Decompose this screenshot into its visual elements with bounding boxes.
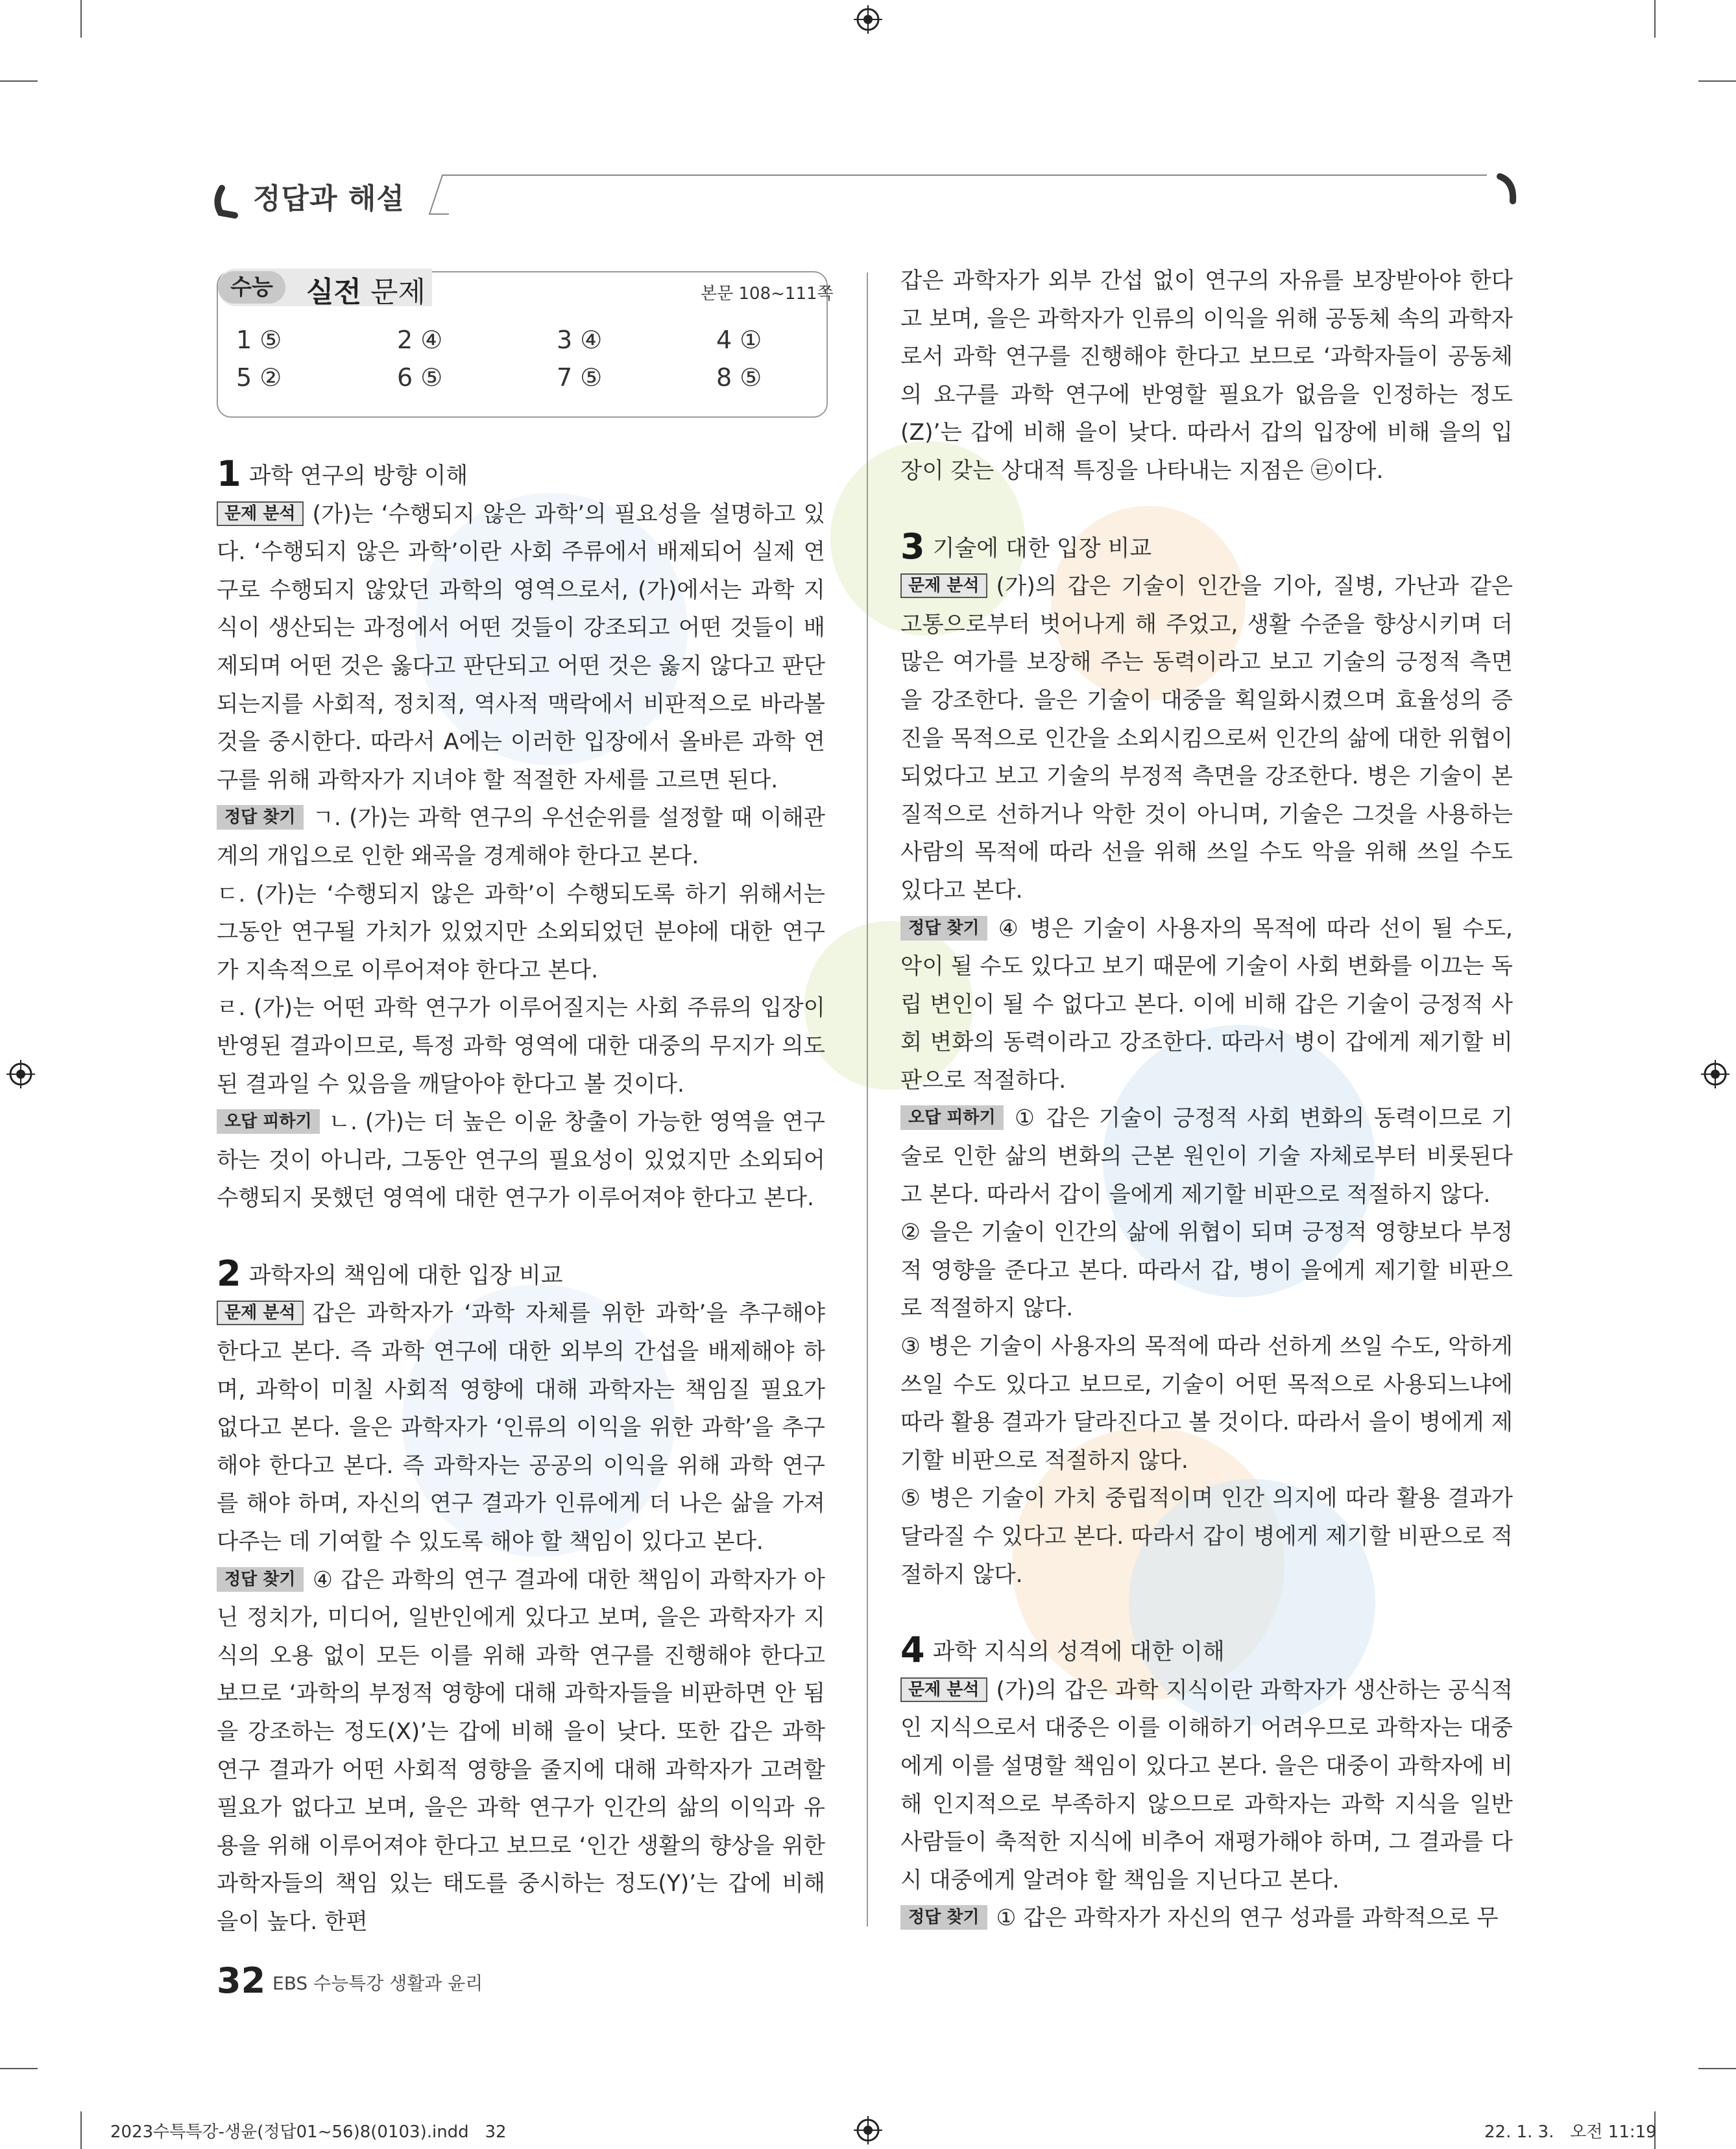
book-title: EBS 수능특강 생활과 윤리	[272, 1973, 483, 1994]
crop-mark	[1654, 0, 1656, 38]
page-number: 32	[217, 1960, 266, 2001]
registration-mark-icon	[854, 5, 882, 34]
section-spacer	[900, 490, 1513, 528]
answer-item: 4 ①	[716, 326, 762, 354]
question-heading	[900, 525, 1513, 568]
left-column	[217, 455, 825, 1941]
question-heading	[217, 455, 825, 496]
crop-mark	[0, 2068, 38, 2069]
find-answer-label: 정답 찾기	[900, 916, 987, 941]
crop-mark	[1698, 2068, 1736, 2069]
section-spacer	[900, 1594, 1513, 1631]
answer-paragraph	[217, 799, 825, 875]
analysis-text: 갑은 과학자가 ‘과학 자체를 위한 과학’을 추구해야 한다고 본다. 즉 과학 연구에 대한 외부의 간섭을 배제해야 하며, 과학이 미칠 사회적 영향에 대해 과학자는 책임질 필요가 없다고 본다. 을은 과학자가 ‘인류의 이익을 위한 과학’을 추구해야 한다고 본다. 즉 과학자는 공공의 이익을 위해 과학 연구를 해야 하며, 자신의 연구 결과가 인류에게 더 나은 삶을 가져다주는 데 기여할 수 있도록 해야 할 책임이 있다고 본다.	[217, 1301, 825, 1555]
find-answer-label: 정답 찾기	[217, 1567, 304, 1592]
answer-text: ④ 갑은 과학의 연구 결과에 대한 책임이 과학자가 아닌 정치가, 미디어, 일반인에게 있다고 보며, 을은 과학자가 지식의 오용 없이 모든 이를 위해 과학 연구를 진행해야 한다고 보므로 ‘과학의 부정적 영향에 대해 과학자들을 비판하면 안 됨을 강조하는 정도(X)’는 갑에 비해 을이 낮다. 또한 갑은 과학 연구 결과가 어떤 사회적 영향을 줄지에 대해 과학자가 고려할 필요가 없다고 보며, 을은 과학 연구가 인간의 삶의 이익과 유용을 위해 이루어져야 한다고 보므로 ‘인간 생활의 향상을 위한 과학자들의 책임 있는 태도를 중시하는 정도(Y)’는 갑에 비해 을이 높다. 한편	[217, 1567, 825, 1935]
crop-mark	[0, 80, 38, 82]
wrong-answer-paragraph	[900, 1099, 1513, 1214]
wrong-answer-text: ⑤ 병은 기술이 가치 중립적이며 인간 의지에 따라 활용 결과가 달라질 수 있다고 본다. 따라서 갑이 병에게 제기할 비판으로 적절하지 않다.	[900, 1485, 1513, 1588]
page-reference: 본문 108~111쪽	[701, 284, 834, 304]
section-badge: 수능	[218, 271, 285, 304]
analysis-text: (가)의 갑은 과학 지식이란 과학자가 생산하는 공식적인 지식으로서 대중은 이를 이해하기 어려우므로 과학자는 대중에게 이를 설명할 책임이 있다고 본다. 을은 대중이 과학자에 비해 인지적으로 부족하지 않으므로 과학자는 과학 지식을 일반 사람들이 축적한 지식에 비추어 재평가해야 하며, 그 결과를 다시 대중에게 알려야 할 책임을 지닌다고 본다.	[900, 1677, 1513, 1893]
answer-item: 7 ⑤	[557, 363, 603, 392]
registration-mark-icon	[6, 1060, 35, 1088]
answer-text: ① 갑은 과학자가 자신의 연구 성과를 과학적으로 무	[996, 1905, 1499, 1932]
analysis-label: 문제 분석	[217, 1301, 304, 1325]
answer-text: ㄱ. (가)는 과학 연구의 우선순위를 설정할 때 이해관계의 개입으로 인한 왜곡을 경계해야 한다고 본다.	[217, 805, 825, 869]
answer-paragraph	[900, 1899, 1513, 1938]
answer-paragraph	[900, 910, 1513, 1100]
answer-text: ㄷ. (가)는 ‘수행되지 않은 과학’이 수행되도록 하기 위해서는 그동안 연구될 가치가 있었지만 소외되었던 분야에 대한 연구가 지속적으로 이루어져야 한다고 본다.	[217, 881, 825, 983]
wrong-answer-text: ① 갑은 기술이 긍정적 사회 변화의 동력이므로 기술로 인한 삶의 변화의 근본 원인이 기술 자체로부터 비롯된다고 본다. 따라서 갑이 을에게 제기할 비판으로 적절하지 않다.	[900, 1105, 1513, 1208]
question-title: 기술에 대한 입장 비교	[932, 535, 1152, 562]
answer-item: 8 ⑤	[716, 363, 762, 392]
continued-text: 갑은 과학자가 외부 간섭 없이 연구의 자유를 보장받아야 한다고 보며, 을은 과학자가 인류의 이익을 위해 공동체 속의 과학자로서 과학 연구를 진행해야 한다고 보므로 ‘과학자들이 공동체의 요구를 과학 연구에 반영할 필요가 없음을 인정하는 정도(Z)’는 갑에 비해 을이 낮다. 따라서 갑의 입장에 비해 을의 입장이 갖는 상대적 특징을 나타내는 지점은 ㉣이다.	[900, 268, 1513, 484]
analysis-label: 문제 분석	[900, 1677, 987, 1702]
column-divider	[867, 272, 868, 1927]
section-title-bold: 실전	[306, 276, 362, 309]
right-column	[900, 262, 1513, 1938]
analysis-paragraph	[900, 1672, 1513, 1900]
answer-item: 1 ⑤	[236, 326, 282, 354]
page-title: 정답과 해설	[253, 182, 405, 215]
crop-mark	[80, 0, 82, 38]
wrong-answer-paragraph	[217, 1103, 825, 1218]
analysis-paragraph	[217, 496, 825, 800]
question-title: 과학 연구의 방향 이해	[248, 463, 468, 489]
answer-item: 3 ④	[557, 326, 603, 354]
avoid-wrong-label: 오답 피하기	[900, 1105, 1004, 1130]
registration-mark-icon	[854, 2116, 882, 2144]
wrong-answer-text: ③ 병은 기술이 사용자의 목적에 따라 선하게 쓰일 수도, 악하게 쓰일 수도 있다고 보므로, 기술이 어떤 목적으로 사용되느냐에 따라 활용 결과가 달라진다고 볼 것이다. 따라서 을이 병에게 제기할 비판으로 적절하지 않다.	[900, 1334, 1513, 1474]
analysis-text: (가)는 ‘수행되지 않은 과학’의 필요성을 설명하고 있다. ‘수행되지 않은 과학’이란 사회 주류에서 배제되어 실제 연구로 수행되지 않았던 과학의 영역으로서, (가)에서는 과학 지식이 생산되는 과정에서 어떤 것들이 강조되고 어떤 것들이 배제되며 어떤 것은 옳다고 판단되고 어떤 것은 옳지 않다고 판단되는지를 사회적, 정치적, 역사적 맥락에서 비판적으로 바라볼 것을 중시한다. 따라서 A에는 이러한 입장에서 올바른 과학 연구를 위해 과학자가 지녀야 할 적절한 자세를 고르면 된다.	[217, 501, 825, 793]
header-band	[209, 169, 1519, 221]
avoid-wrong-label: 오답 피하기	[217, 1109, 320, 1134]
wrong-answer-text: ② 을은 기술이 인간의 삶에 위협이 되며 긍정적 영향보다 부정적 영향을 준다고 본다. 따라서 갑, 병이 을에게 제기할 비판으로 적절하지 않다.	[900, 1219, 1513, 1322]
section-title	[306, 269, 426, 310]
section-title-rest: 문제	[361, 276, 426, 309]
file-name: 2023수특특강-생윤(정답01~56)8(0103).indd 32	[110, 2122, 507, 2142]
question-number: 2	[217, 1253, 241, 1294]
question-heading	[900, 1631, 1513, 1672]
answer-item: 5 ②	[236, 363, 282, 392]
section-spacer	[217, 1218, 825, 1255]
question-number: 4	[900, 1629, 925, 1671]
answer-text: ㄹ. (가)는 어떤 과학 연구가 이루어질지는 사회 주류의 입장이 반영된 결과이므로, 특정 과학 영역에 대한 대중의 무지가 의도된 결과일 수 있음을 깨달아야 한다고 볼 것이다.	[217, 995, 825, 1098]
find-answer-label: 정답 찾기	[900, 1905, 987, 1930]
analysis-label: 문제 분석	[217, 501, 304, 526]
answer-text: ④ 병은 기술이 사용자의 목적에 따라 선이 될 수도, 악이 될 수도 있다고 보기 때문에 기술이 사회 변화를 이끄는 독립 변인이 될 수 없다고 본다. 이에 비해 갑은 기술이 긍정적 사회 변화의 동력이라고 강조한다. 따라서 병이 갑에게 제기할 비판으로 적절하다.	[900, 915, 1513, 1094]
question-number: 1	[217, 453, 241, 494]
wrong-answer-text: ㄴ. (가)는 더 높은 이윤 창출이 가능한 영역을 연구하는 것이 아니라, 그동안 연구의 필요성이 있었지만 소외되어 수행되지 못했던 영역에 대한 연구가 이루어져야 한다고 본다.	[217, 1109, 825, 1212]
analysis-label: 문제 분석	[900, 573, 987, 598]
question-title: 과학자의 책임에 대한 입장 비교	[248, 1262, 563, 1289]
question-heading	[217, 1255, 825, 1295]
analysis-text: (가)의 갑은 기술이 인간을 기아, 질병, 가난과 같은 고통으로부터 벗어나게 해 주었고, 생활 수준을 향상시키며 더 많은 여가를 보장해 주는 동력이라고 보고 기술의 긍정적 측면을 강조한다. 을은 기술이 대중을 획일화시켰으며 효율성의 증진을 목적으로 인간을 소외시킴으로써 인간의 삶에 대한 위협이 되었다고 보고 기술의 부정적 측면을 강조한다. 병은 기술이 본질적으로 선하거나 악한 것이 아니며, 기술은 그것을 사용하는 사람의 목적에 따라 선을 위해 쓰일 수도 악을 위해 쓰일 수도 있다고 본다.	[900, 573, 1513, 904]
question-title: 과학 지식의 성격에 대한 이해	[932, 1639, 1225, 1666]
print-timestamp: 22. 1. 3. 오전 11:19	[1484, 2122, 1657, 2142]
analysis-paragraph	[217, 1295, 825, 1561]
find-answer-label: 정답 찾기	[217, 805, 304, 830]
crop-mark	[1698, 80, 1736, 82]
answer-item: 6 ⑤	[397, 363, 443, 392]
answer-item: 2 ④	[397, 326, 443, 354]
answer-paragraph	[217, 1561, 825, 1941]
registration-mark-icon	[1701, 1060, 1730, 1088]
analysis-paragraph	[900, 568, 1513, 909]
crop-mark	[80, 2111, 82, 2149]
question-number: 3	[900, 525, 925, 567]
